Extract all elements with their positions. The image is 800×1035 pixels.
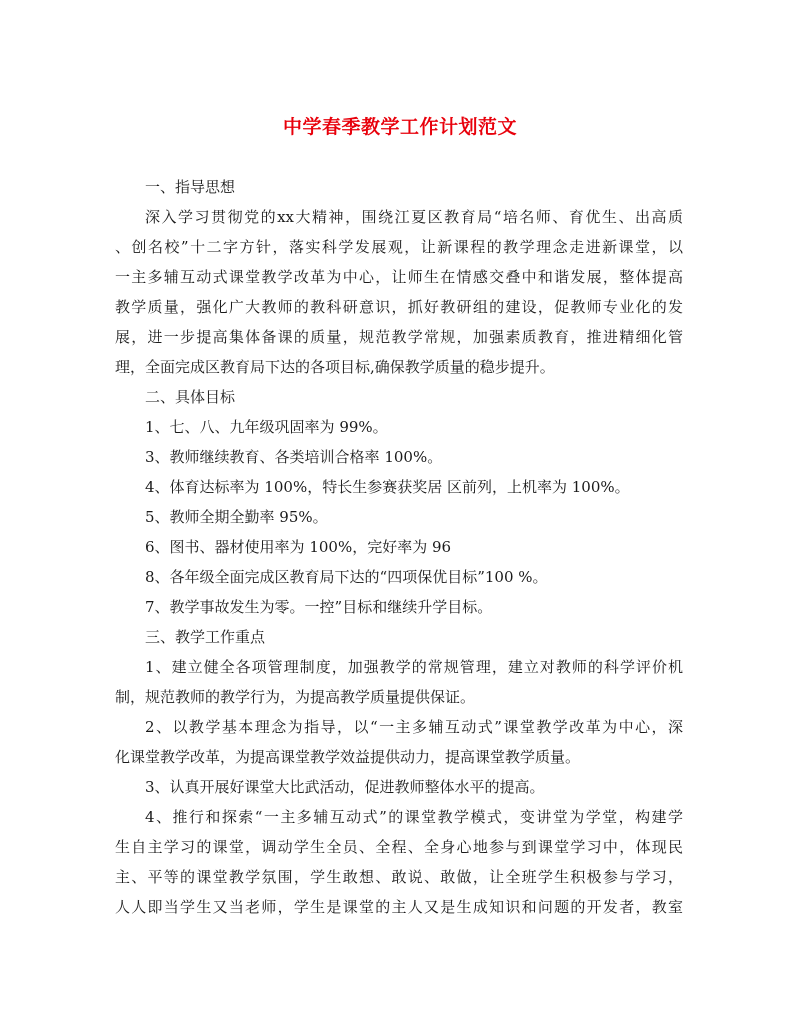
text-line: 三、教学工作重点 (145, 628, 266, 646)
text-line: 人人即当学生又当老师，学生是课堂的主人又是生成知识和问题的开发者，教室 (115, 898, 683, 916)
text-line: 深入学习贯彻党的xx大精神，围绕江夏区教育局“培名师、育优生、出高质 (145, 208, 683, 226)
text-line: 7、教学事故发生为零。一控”目标和继续升学目标。 (145, 598, 493, 616)
text-line: 8、各年级全面完成区教育局下达的“四项保优目标”100 %。 (145, 568, 548, 586)
text-line: 1、建立健全各项管理制度，加强教学的常规管理，建立对教师的科学评价机 (145, 658, 683, 676)
text-line: 2、以教学基本理念为指导，以“一主多辅互动式”课堂教学改革为中心，深 (145, 718, 683, 736)
text-line: 一、指导思想 (145, 178, 236, 196)
text-line: 一主多辅互动式课堂教学改革为中心，让师生在情感交叠中和谐发展，整体提高 (115, 268, 683, 286)
text-line: 1、七、八、九年级巩固率为 99%。 (145, 418, 388, 436)
text-line: 、创名校”十二字方针，落实科学发展观，让新课程的教学理念走进新课堂，以 (115, 238, 683, 256)
text-line: 5、教师全期全勤率 95%。 (145, 508, 328, 526)
text-line: 理，全面完成区教育局下达的各项目标,确保教学质量的稳步提升。 (115, 358, 555, 376)
text-line: 主、平等的课堂教学氛围，学生敢想、敢说、敢做，让全班学生积极参与学习， (115, 868, 683, 886)
text-line: 教学质量，强化广大教师的教科研意识，抓好教研组的建设，促教师专业化的发 (115, 298, 683, 316)
text-line: 展，进一步提高集体备课的质量，规范教学常规，加强素质教育，推进精细化管 (115, 328, 683, 346)
text-line: 3、教师继续教育、各类培训合格率 100%。 (145, 448, 443, 466)
text-line: 4、体育达标率为 100%，特长生参赛获奖居 区前列，上机率为 100%。 (145, 478, 630, 496)
document-body (115, 172, 683, 922)
text-line: 6、图书、器材使用率为 100%，完好率为 96 (145, 538, 452, 556)
text-line: 3、认真开展好课堂大比武活动，促进教师整体水平的提高。 (145, 778, 545, 796)
text-line: 化课堂教学改革，为提高课堂教学效益提供动力，提高课堂教学质量。 (115, 748, 581, 766)
document-title: 中学春季教学工作计划范文 (282, 116, 517, 138)
text-line: 生自主学习的课堂，调动学生全员、全程、全身心地参与到课堂学习中，体现民 (115, 838, 683, 856)
text-line: 4、推行和探索“一主多辅互动式”的课堂教学模式，变讲堂为学堂，构建学 (145, 808, 683, 826)
text-line: 制，规范教师的教学行为，为提高教学质量提供保证。 (115, 688, 476, 706)
text-line: 二、具体目标 (145, 388, 236, 406)
